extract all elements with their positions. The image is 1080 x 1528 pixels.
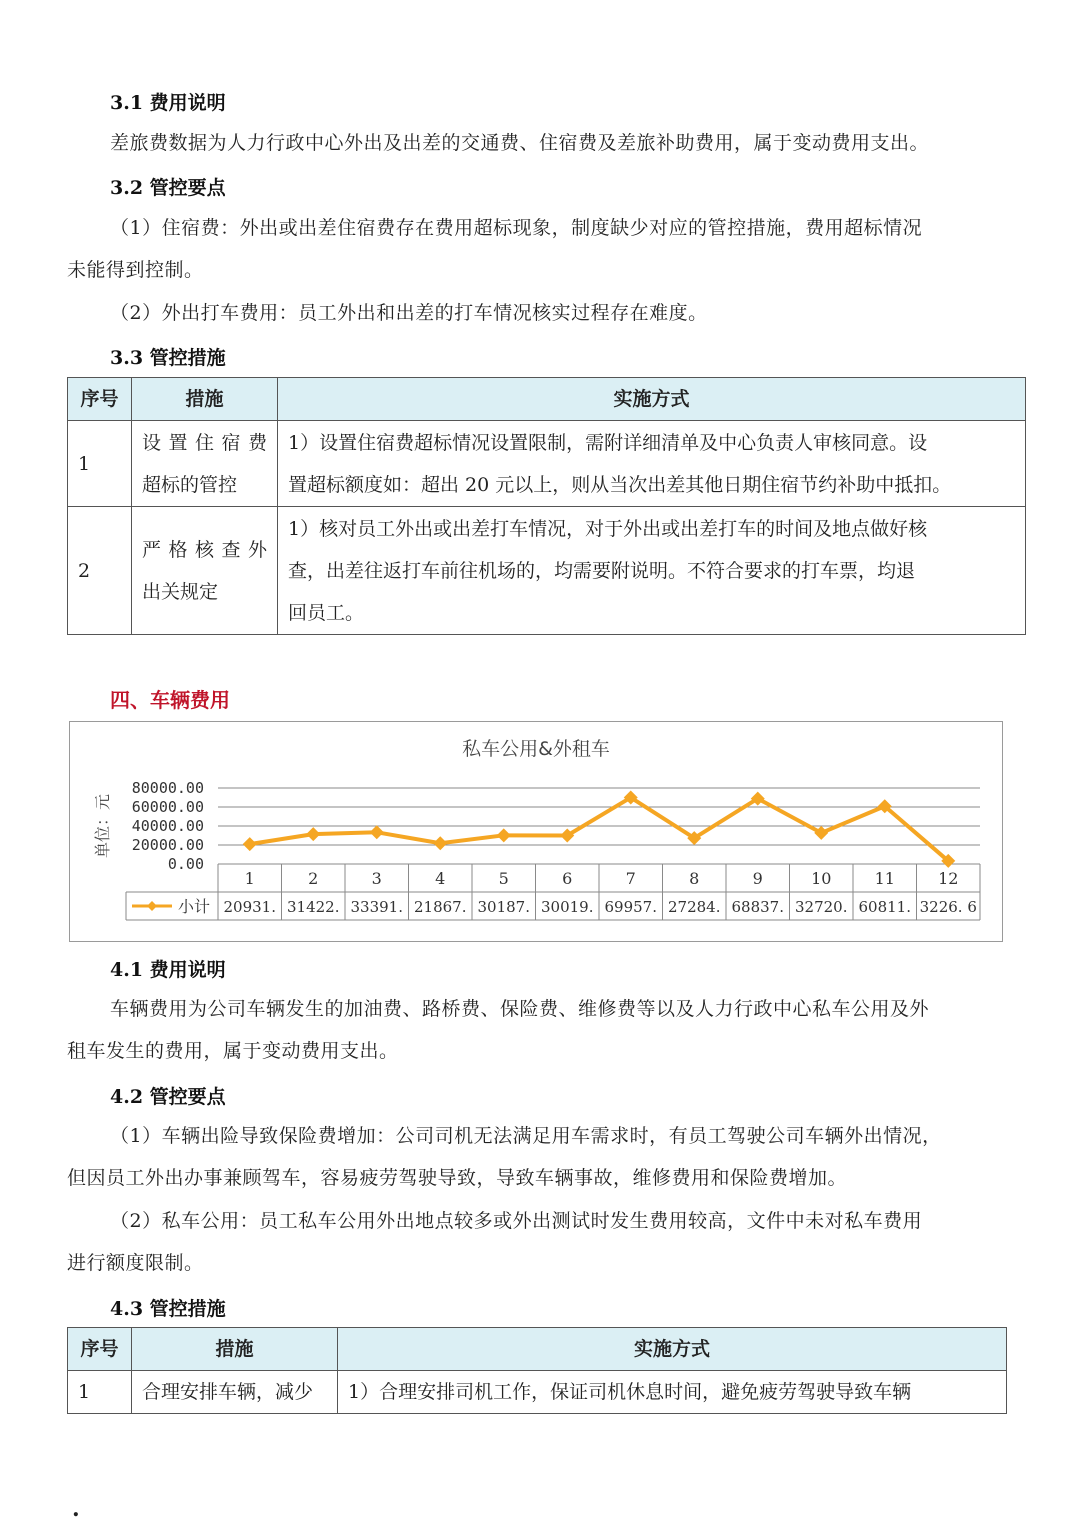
row-method-line3: 回员工。 — [288, 601, 365, 624]
section-4-3-heading: 4.3 管控措施 — [110, 1298, 226, 1320]
x-tick-label: 3 — [371, 869, 382, 888]
x-tick-label: 8 — [689, 869, 700, 888]
data-point — [306, 827, 320, 841]
y-tick-label: 20000.00 — [131, 836, 204, 854]
table-header-row — [68, 1328, 1007, 1371]
data-point — [243, 837, 257, 851]
row-method — [278, 507, 1026, 635]
section-3-1-heading: 3.1 费用说明 — [110, 92, 226, 114]
row-method-line1: 1）设置住宿费超标情况设置限制，需附详细清单及中心负责人审核同意。设 — [288, 431, 928, 454]
measures-table-4-3 — [67, 1327, 1007, 1414]
data-point — [497, 828, 511, 842]
row-method-line2: 查，出差往返打车前往机场的，均需要附说明。不符合要求的打车票，均退 — [288, 559, 916, 582]
data-table-value: 32720. — [795, 898, 848, 916]
chart-title: 私车公用&外租车 — [462, 738, 610, 760]
header-measure: 措施 — [132, 1328, 338, 1371]
x-tick-label: 11 — [874, 869, 895, 888]
y-tick-label: 0.00 — [167, 855, 204, 873]
row-measure — [132, 507, 278, 635]
header-no: 序号 — [68, 1328, 132, 1371]
data-table-value: 30187. — [477, 898, 530, 916]
row-no: 1 — [68, 1371, 132, 1414]
data-table-value: 69957. — [604, 898, 657, 916]
header-method: 实施方式 — [338, 1328, 1007, 1371]
x-tick-label: 10 — [811, 869, 832, 888]
measures-table-3-3 — [67, 377, 1026, 635]
data-point — [433, 836, 447, 850]
data-table-value: 31422. — [287, 898, 340, 916]
section-4-2-point2-line1: （2）私车公用：员工私车公用外出地点较多或外出测试时发生费用较高，文件中未对私车费用 — [110, 1210, 923, 1232]
data-table-value: 60811. — [858, 898, 911, 916]
line-chart — [70, 722, 1002, 941]
section-4-1-line1: 车辆费用为公司车辆发生的加油费、路桥费、保险费、维修费等以及人力行政中心私车公用及外 — [110, 998, 930, 1020]
x-tick-label: 5 — [498, 869, 509, 888]
section-4-title: 四、车辆费用 — [110, 688, 230, 712]
section-3-2-heading: 3.2 管控要点 — [110, 177, 226, 199]
header-no: 序号 — [68, 378, 132, 421]
x-tick-label: 7 — [625, 869, 636, 888]
row-method: 1）合理安排司机工作，保证司机休息时间，避免疲劳驾驶导致车辆 — [338, 1371, 1007, 1414]
chart-container — [69, 721, 1003, 942]
footer-dot: . — [72, 1496, 80, 1522]
x-tick-label: 12 — [938, 869, 959, 888]
table-row — [68, 507, 1026, 635]
section-4-1-heading: 4.1 费用说明 — [110, 959, 226, 981]
table-row — [68, 421, 1026, 507]
data-table-value: 20931. — [223, 898, 276, 916]
table-row — [68, 1371, 1007, 1414]
y-axis-label: 单位：元 — [93, 793, 112, 859]
section-4-2-heading: 4.2 管控要点 — [110, 1086, 226, 1108]
data-table-value: 27284. — [668, 898, 721, 916]
row-measure-line2: 出关规定 — [142, 580, 219, 603]
row-measure — [132, 421, 278, 507]
row-no: 1 — [68, 421, 132, 507]
row-measure-line1: 设置住宿费 — [142, 431, 267, 454]
x-tick-label: 9 — [752, 869, 763, 888]
section-4-2-point1-line1: （1）车辆出险导致保险费增加：公司司机无法满足用车需求时，有员工驾驶公司车辆外出情况， — [110, 1125, 942, 1147]
section-3-3-heading: 3.3 管控措施 — [110, 347, 226, 369]
legend-label: 小计 — [178, 897, 211, 916]
data-table-value: 30019. — [541, 898, 594, 916]
x-tick-label: 2 — [308, 869, 319, 888]
section-4-2-point2-line2: 进行额度限制。 — [67, 1252, 204, 1274]
table-header-row — [68, 378, 1026, 421]
y-tick-label: 60000.00 — [131, 798, 204, 816]
header-measure: 措施 — [132, 378, 278, 421]
row-measure-line2: 超标的管控 — [142, 473, 238, 496]
data-table-value: 68837. — [731, 898, 784, 916]
section-4-2-point1-line2: 但因员工外出办事兼顾驾车，容易疲劳驾驶导致，导致车辆事故，维修费用和保险费增加。 — [67, 1167, 848, 1189]
data-table-value: 33391. — [350, 898, 403, 916]
data-table-value: 21867. — [414, 898, 467, 916]
legend-marker — [147, 901, 157, 911]
x-tick-label: 1 — [244, 869, 255, 888]
x-tick-label: 6 — [562, 869, 573, 888]
section-3-1-paragraph: 差旅费数据为人力行政中心外出及出差的交通费、住宿费及差旅补助费用，属于变动费用支出。 — [110, 132, 930, 154]
header-method: 实施方式 — [278, 378, 1026, 421]
x-tick-label: 4 — [435, 869, 446, 888]
row-method — [278, 421, 1026, 507]
data-point — [370, 825, 384, 839]
section-4-1-line2: 租车发生的费用，属于变动费用支出。 — [67, 1040, 399, 1062]
row-method-line2: 置超标额度如：超出 20 元以上，则从当次出差其他日期住宿节约补助中抵扣。 — [288, 473, 952, 496]
y-tick-label: 80000.00 — [131, 779, 204, 797]
y-tick-label: 40000.00 — [131, 817, 204, 835]
data-table-value: 3226. 6 — [919, 898, 977, 916]
row-measure-line1: 严格核查外 — [142, 538, 267, 561]
row-no: 2 — [68, 507, 132, 635]
section-3-2-point2: （2）外出打车费用：员工外出和出差的打车情况核实过程存在难度。 — [110, 302, 708, 324]
section-3-2-point1-line1: （1）住宿费：外出或出差住宿费存在费用超标现象，制度缺少对应的管控措施，费用超标情况 — [110, 217, 923, 239]
row-measure: 合理安排车辆，减少 — [132, 1371, 338, 1414]
section-3-2-point1-line2: 未能得到控制。 — [67, 259, 204, 281]
row-method-line1: 1）核对员工外出或出差打车情况，对于外出或出差打车的时间及地点做好核 — [288, 517, 928, 540]
